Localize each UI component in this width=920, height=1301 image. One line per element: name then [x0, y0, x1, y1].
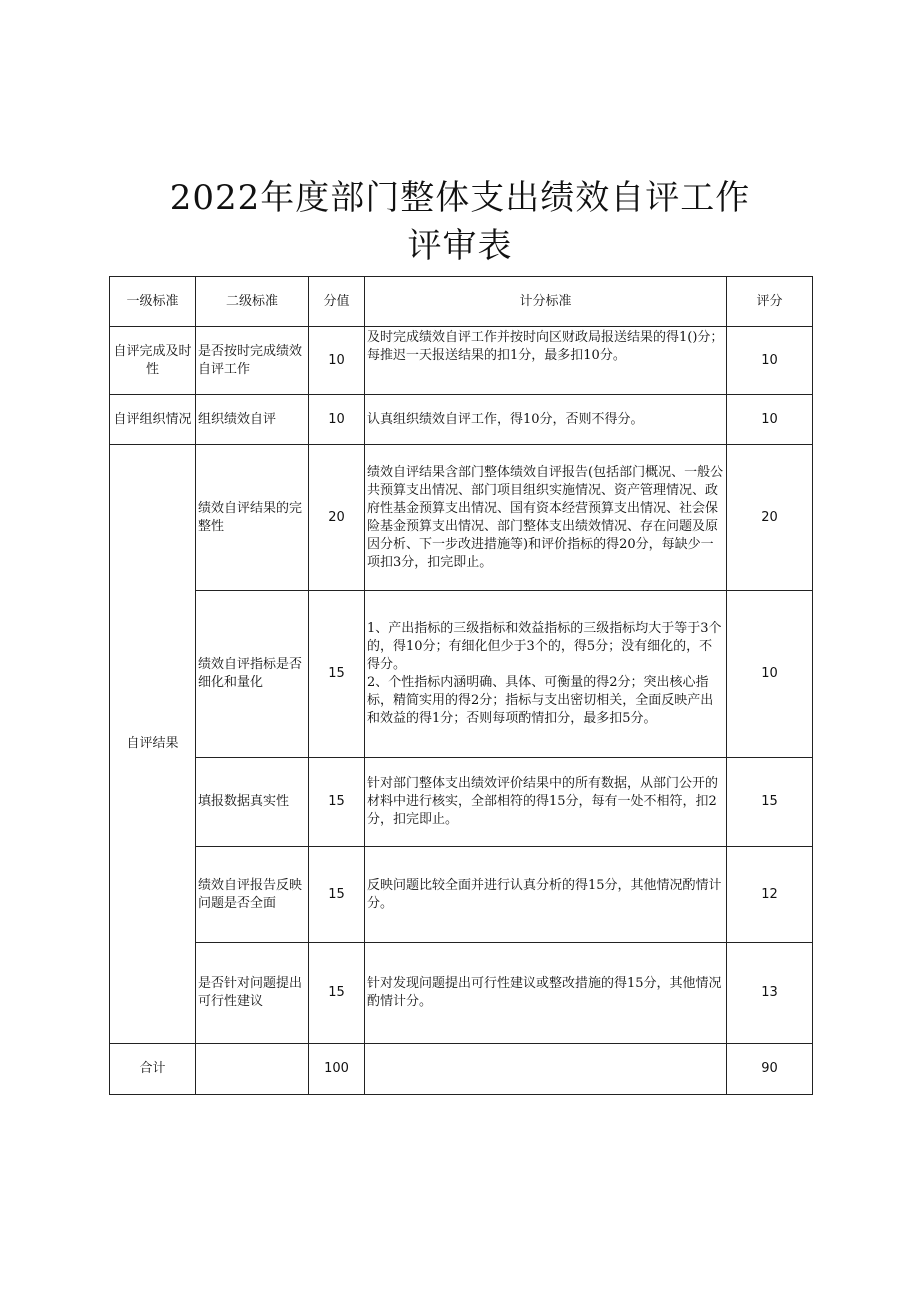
- row6-points: 15: [309, 847, 365, 943]
- row3-criteria: 绩效自评结果含部门整体绩效自评报告(包括部门概况、一般公共预算支出情况、部门项目组织实施情况、资产管理情况、政府性基金预算支出情况、国有资本经营预算支出情况、社会保险基金预算支出情况、部门整体支出绩效情况、存在问题及原因分析、下一步改进措施等)和评价指标的得20分，每缺少一项扣3分，扣完即止。: [365, 445, 727, 591]
- row3-points: 20: [309, 445, 365, 591]
- row7-score: 13: [727, 943, 813, 1044]
- total-points: 100: [309, 1044, 365, 1095]
- table-row: [110, 395, 813, 445]
- row7-points: 15: [309, 943, 365, 1044]
- row2-level1: 自评组织情况: [110, 395, 196, 445]
- row4-points: 15: [309, 591, 365, 758]
- row1-score: 10: [727, 327, 813, 395]
- row3-score: 20: [727, 445, 813, 591]
- table-total-row: [110, 1044, 813, 1095]
- row4-level2: 绩效自评指标是否细化和量化: [196, 591, 309, 758]
- document-title-line1: 2022年度部门整体支出绩效自评工作: [169, 178, 751, 218]
- row2-criteria: 认真组织绩效自评工作，得10分，否则不得分。: [365, 395, 727, 445]
- table-row: [110, 847, 813, 943]
- table-row: [110, 591, 813, 758]
- row4-criteria: [365, 591, 727, 758]
- header-points: 分值: [309, 277, 365, 327]
- table-row: [110, 327, 813, 395]
- row6-score: 12: [727, 847, 813, 943]
- table-row: [110, 445, 813, 591]
- row4-criteria-part2: 2、个性指标内涵明确、具体、可衡量的得2分；突出核心指标，精简实用的得2分；指标与支出密切相关，全面反映产出和效益的得1分；否则每项酌情扣分，最多扣5分。: [367, 675, 714, 726]
- header-level1: 一级标准: [110, 277, 196, 327]
- row7-level2: 是否针对问题提出可行性建议: [196, 943, 309, 1044]
- row5-score: 15: [727, 758, 813, 847]
- total-label: 合计: [110, 1044, 196, 1095]
- document-title-line2: 评审表: [407, 226, 513, 266]
- row6-level2: 绩效自评报告反映问题是否全面: [196, 847, 309, 943]
- row2-points: 10: [309, 395, 365, 445]
- row3-level1: 自评结果: [110, 445, 196, 1044]
- total-score: 90: [727, 1044, 813, 1095]
- row5-points: 15: [309, 758, 365, 847]
- row7-criteria: 针对发现问题提出可行性建议或整改措施的得15分，其他情况酌情计分。: [365, 943, 727, 1044]
- header-level2: 二级标准: [196, 277, 309, 327]
- header-score: 评分: [727, 277, 813, 327]
- row5-criteria: 针对部门整体支出绩效评价结果中的所有数据，从部门公开的材料中进行核实，全部相符的得15分，每有一处不相符，扣2分，扣完即止。: [365, 758, 727, 847]
- row4-score: 10: [727, 591, 813, 758]
- table-row: [110, 943, 813, 1044]
- row6-criteria: 反映问题比较全面并进行认真分析的得15分，其他情况酌情计分。: [365, 847, 727, 943]
- table-header-row: [110, 277, 813, 327]
- total-level2-empty: [196, 1044, 309, 1095]
- row5-level2: 填报数据真实性: [196, 758, 309, 847]
- row2-level2: 组织绩效自评: [196, 395, 309, 445]
- header-criteria: 计分标准: [365, 277, 727, 327]
- evaluation-table: [109, 276, 813, 1095]
- row1-level2: 是否按时完成绩效自评工作: [196, 327, 309, 395]
- row1-level1: 自评完成及时性: [110, 327, 196, 395]
- row4-criteria-part1: 1、产出指标的三级指标和效益指标的三级指标均大于等于3个的，得10分；有细化但少于3个的，得5分；没有细化的，不得分。: [367, 621, 722, 672]
- row3-level2: 绩效自评结果的完整性: [196, 445, 309, 591]
- table-row: [110, 758, 813, 847]
- total-criteria-empty: [365, 1044, 727, 1095]
- row2-score: 10: [727, 395, 813, 445]
- row1-points: 10: [309, 327, 365, 395]
- row1-criteria: 及时完成绩效自评工作并按时向区财政局报送结果的得1()分；每推迟一天报送结果的扣1分，最多扣10分。: [365, 327, 727, 395]
